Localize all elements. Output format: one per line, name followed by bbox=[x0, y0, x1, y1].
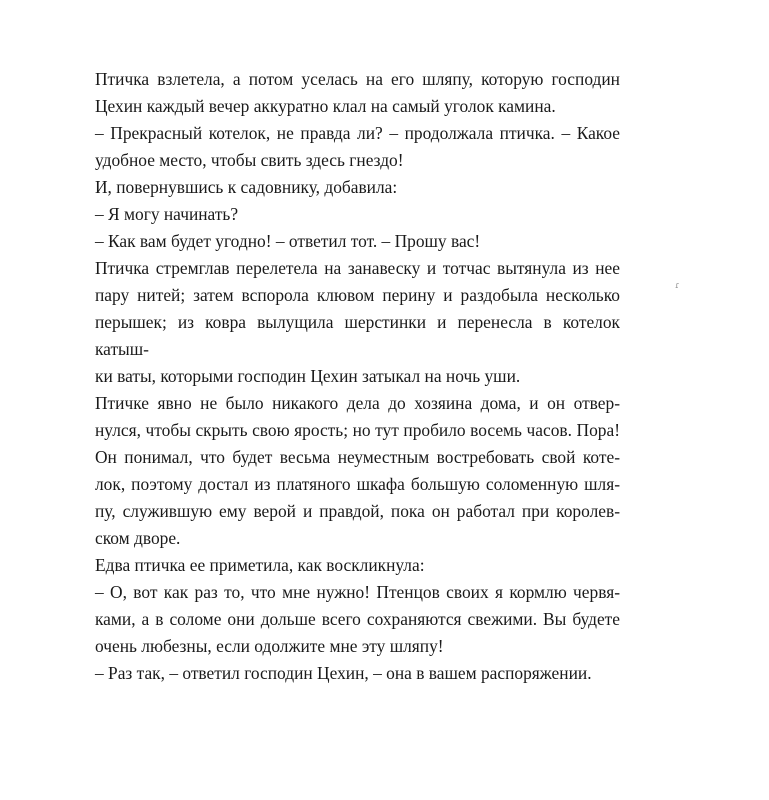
text-line: нулся, чтобы скрыть свою ярость; но тут пробило восемь часов. Пора! bbox=[95, 420, 620, 440]
text-line: – Как вам будет угодно! – ответил тот. – Прошу вас! bbox=[95, 231, 481, 251]
text-line: ки ваты, которыми господин Цехин затыкал на ночь уши. bbox=[95, 366, 521, 386]
text-line: ками, а в соломе они дольше всего сохраняются свежими. Вы будете bbox=[95, 609, 620, 629]
text-line: – Прекрасный котелок, не правда ли? – продолжала птичка. – Какое bbox=[95, 123, 620, 143]
text-line: – Раз так, – ответил господин Цехин, – она в вашем распоряжении. bbox=[95, 663, 592, 683]
scan-speck-mark: ɾ bbox=[675, 281, 680, 291]
text-line: Он понимал, что будет весьма неуместным востребовать свой коте- bbox=[95, 447, 620, 467]
text-line: – О, вот как раз то, что мне нужно! Птенцов своих я кормлю червя- bbox=[95, 582, 620, 602]
text-line: Птичке явно не было никакого дела до хозяина дома, и он отвер- bbox=[95, 393, 620, 413]
text-line: ском дворе. bbox=[95, 528, 181, 548]
text-line: Птичка взлетела, а потом уселась на его шляпу, которую господин bbox=[95, 69, 620, 89]
text-line: пу, служившую ему верой и правдой, пока он работал при королев- bbox=[95, 501, 620, 521]
text-line: очень любезны, если одолжите мне эту шляпу! bbox=[95, 636, 444, 656]
text-line: Цехин каждый вечер аккуратно клал на самый уголок камина. bbox=[95, 96, 556, 116]
text-line: удобное место, чтобы свить здесь гнездо! bbox=[95, 150, 404, 170]
book-page-text bbox=[95, 66, 620, 687]
text-line: лок, поэтому достал из платяного шкафа большую соломенную шля- bbox=[95, 474, 620, 494]
text-line: – Я могу начинать? bbox=[95, 204, 239, 224]
text-line: Едва птичка ее приметила, как воскликнула: bbox=[95, 555, 425, 575]
text-line: Птичка стремглав перелетела на занавеску и тотчас вытянула из нее bbox=[95, 258, 620, 278]
text-line: пару нитей; затем вспорола клювом перину и раздобыла несколько bbox=[95, 285, 620, 305]
text-line: И, повернувшись к садовнику, добавила: bbox=[95, 177, 398, 197]
text-line: перышек; из ковра вылущила шерстинки и перенесла в котелок катыш- bbox=[95, 312, 620, 359]
